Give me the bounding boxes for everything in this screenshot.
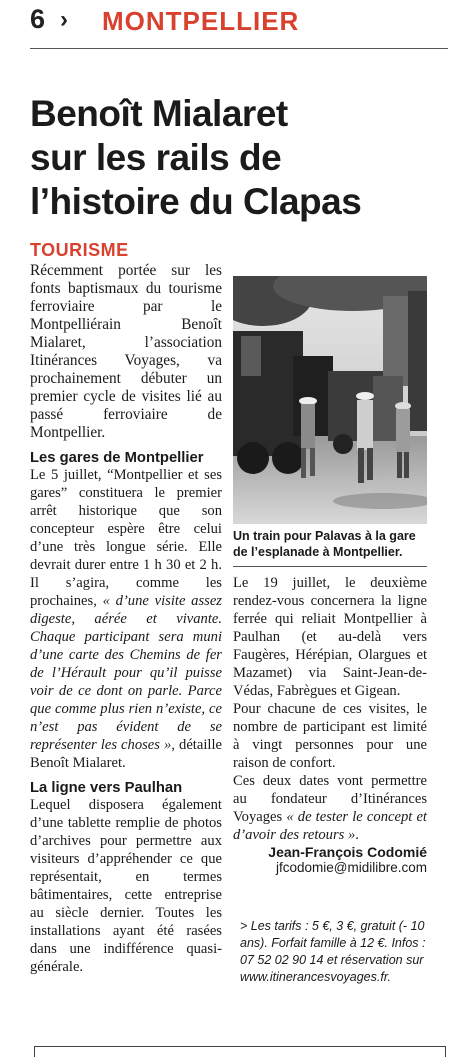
- headline-line-1: Benoît Mialaret: [30, 93, 288, 134]
- paragraph-participants: Pour chacune de ces visites, le nombre de participant est limité à vingt personnes pour une raison de confort.: [233, 701, 427, 771]
- dates-text-a: Ces deux dates vont permettre au fondateur d’Itinérances Voyages: [233, 773, 427, 825]
- headline-line-3: l’histoire du Clapas: [30, 181, 362, 222]
- chevron-right-icon: ›: [60, 6, 68, 33]
- paragraph-dates: [233, 772, 427, 844]
- headline-line-2: sur les rails de: [30, 137, 282, 178]
- section-title: MONTPELLIER: [102, 6, 300, 36]
- caption-divider: [233, 566, 427, 567]
- dates-text-b: .: [355, 827, 359, 843]
- train-photo-image: [233, 276, 427, 524]
- practical-info: > Les tarifs : 5 €, 3 €, gratuit (- 10 ans). Forfait famille à 12 €. Infos : 07 52 02 90 14 et réservation sur www.itinerancesvoyages.fr.: [240, 919, 426, 984]
- page-number: 6: [30, 4, 46, 34]
- paragraph-gares: [30, 466, 222, 772]
- article-photo: [233, 276, 427, 524]
- gares-text-a: Le 5 juillet, “Montpellier et ses gares” constituera le premier arrêt historique que son concepteur espère être celui d’une très longue série. Elle devrait durer entre 1 h 30 et 2 h. Il s’agira, comme les prochaines,: [30, 467, 222, 609]
- paragraph-paulhan: Lequel disposera également d’une tablette remplie de photos d’archives pour permettre aux visiteurs d’appréhender ce que représentait, en termes bâtimentaires, cette entreprise au siècle dernier. Toutes les installations ayant été rasées dans une indifférence quasi-générale.: [30, 797, 222, 975]
- article-intro: Récemment portée sur les fonts baptismaux du tourisme ferroviaire par le Montpelliérain Benoît Mialaret, l’association Itinérances Voyages, va prochainement débuter un premier cycle de visites lié au passé ferroviaire de Montpellier.: [30, 262, 222, 441]
- header-divider: [30, 48, 448, 49]
- author-name: Jean-François Codomié: [268, 844, 427, 860]
- right-column: [233, 574, 427, 875]
- gares-text-b: , détaille Benoît Mialaret.: [30, 737, 222, 771]
- article-kicker: TOURISME: [30, 240, 129, 260]
- paragraph-paulhan-date: Le 19 juillet, le deuxième rendez-vous concernera la ligne ferrée qui reliait Montpellier à Paulhan (et au-delà vers Faugères, Hérépian, Olargues et Mazamet) via Saint-Jean-de-Védas, Fabrègues et Gigean.: [233, 575, 427, 699]
- page-header: [0, 4, 464, 44]
- dates-quote: « de tester le concept et d’avoir des retours »: [233, 809, 427, 843]
- left-column: [30, 262, 222, 976]
- subheading-gares: Les gares de Montpellier: [30, 450, 204, 466]
- gares-quote: « d’une visite assez digeste, aérée et vivante. Chaque participant sera muni d’une carte des Chemins de fer de l’Hérault pour qu’il puisse voir de ce dont on parle. Parce que comme plus rien n’existe, ce n’est pas évident de se représenter les choses »: [30, 593, 222, 753]
- author-email: jfcodomie@midilibre.com: [276, 860, 427, 875]
- subheading-paulhan: La ligne vers Paulhan: [30, 780, 183, 796]
- bottom-frame: [34, 1046, 446, 1057]
- photo-caption: Un train pour Palavas à la gare de l’esplanade à Montpellier.: [233, 529, 416, 559]
- article-headline: [30, 92, 450, 224]
